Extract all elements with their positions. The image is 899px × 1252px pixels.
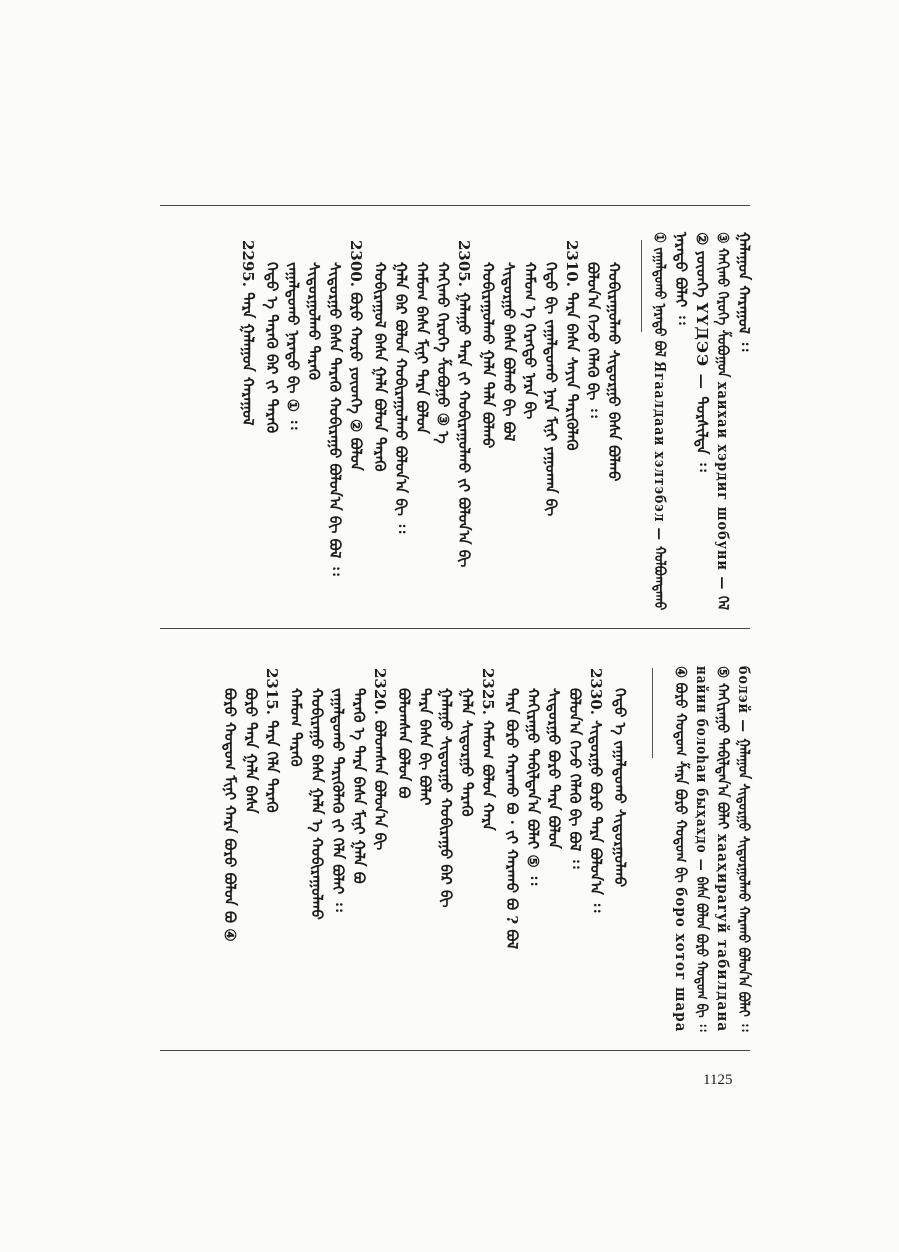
lower-verse-16: ᠬᠠᠮᠤᠭ ᠲᠡᠷᠡᠬᠦ — [287, 688, 305, 767]
lower-verse-5: ᠬᠠᠬᠢᠷᠠᠭᠤ ᠲᠠᠪᠢᠯᠳᠠᠨ᠎ᠠ ᠪᠣᠯᠠᠢ ⑤ ᠄᠄ — [524, 688, 542, 886]
upper-verse-1: ᠬᠣᠪᠢᠷᠠᠭᠤᠯᠬᠤ ᠰᠢᠳᠤᠷᠭᠤ ᠪᠠᠰᠠ ᠪᠣᠯᠬᠤ — [605, 262, 623, 482]
upper-verse-18: 2295. ᠲᠡᠷᠡ ᠭᠠᠯᠠᠭᠤᠨ ᠬᠠᠷᠠᠭᠤᠯ — [239, 240, 257, 426]
lower-verse-12: 2320. ᠪᠣᠯᠣᠭᠰᠠᠨ ᠪᠣᠯᠤᠨ᠎ᠠ ᠪᠢ — [371, 668, 389, 851]
upper-verse-3: 2310. ᠲᠡᠷᠡ ᠪᠠᠰᠠ ᠰᠠᠶᠢᠨ ᠲᠡᠷᠢᠭᠦᠯᠡᠬᠦ — [563, 240, 581, 451]
upper-footnote-1: ᠭᠠᠯᠠᠭᠤᠨ ᠬᠠᠷᠠᠭᠤᠯ ᠄᠄ — [735, 232, 753, 352]
upper-footnote-3: ② ᠶᠦᠳᠬᠡ YYДЭЭ — ᠲᠤᠷᠰᠢᠯᠲᠠ ᠄᠄ — [693, 232, 711, 472]
upper-verse-4: ᠬᠡᠳᠦ ᠪᠢ ᠵᠠᠭᠠᠯᠳᠤᠬᠤ ᠨᠡᠷᠡ ᠮᠢᠨᠢ ᠶᠠᠭᠤᠬᠠᠨ ᠪᠢ — [542, 262, 560, 517]
upper-verse-10: ᠬᠠᠮᠤᠭ ᠪᠠᠰᠠ ᠮᠢᠨᠢ ᠲᠡᠷᠡ ᠪᠣᠯᠤᠨ — [413, 262, 431, 434]
upper-verse-9: ᠬᠠᠬᠢᠬᠤ ᠬᠡᠷᠦᠭᠡ ᠱᠣᠪᠣᠭᠤ ③ ᠡ — [434, 262, 452, 444]
upper-verse-12: ᠬᠣᠪᠢᠷᠠᠭᠤᠯ ᠪᠠᠰᠠ ᠭᠠᠯᠠ ᠪᠣᠯᠤᠨ ᠲᠡᠷᠡᠬᠦ — [371, 262, 389, 472]
lower-panel — [0, 628, 899, 1050]
lower-verse-1: ᠬᠡᠳᠦ ᠡ ᠵᠠᠭᠠᠯᠳᠤᠬᠤ ᠰᠢᠳᠤᠷᠭᠤᠯᠬᠤ — [611, 688, 629, 888]
upper-verse-16: ᠵᠠᠭᠠᠯᠳᠤᠬᠤ ᠨᠡᠷᠡᠲᠦ ᠪᠢ ① ᠄᠄ — [284, 262, 302, 430]
upper-verse-2: ᠪᠣᠯᠤᠨ᠎ᠠ ᠭᠡᠵᠦ ᠬᠡᠯᠡᠬᠦ ᠪᠢ ᠄᠄ — [584, 262, 602, 418]
lower-verse-2: 2330. ᠰᠢᠳᠤᠷᠭᠤ ᠪᠣᠷᠣ ᠲᠡᠷᠡ ᠪᠣᠯᠤᠨ᠎ᠠ ᠄᠄ — [587, 668, 605, 913]
upper-footnote-2: ③ ᠬᠠᠬᠢᠬᠤ ᠬᠡᠷᠦᠭᠡ ᠱᠣᠪᠣᠭᠤᠨ xaихаи хэрдиг шобуни — ᠬᠡᠯ — [714, 232, 732, 610]
lower-footnote-separator — [652, 668, 653, 758]
lower-verse-4: ᠰᠢᠳᠤᠷᠭᠤ ᠪᠣᠷᠣ ᠲᠡᠷᠡ ᠪᠣᠯᠤᠨ — [545, 688, 563, 849]
upper-verse-5: ᠬᠠᠮᠤᠭ ᠡ ᠬᠡᠷᠡᠭᠲᠦ ᠨᠡᠷᠡ ᠪᠢ — [521, 262, 539, 420]
lower-verse-17: 2315. ᠲᠡᠷᠡ ᠬᠡᠯᠡ ᠲᠡᠷᠡᠬᠦ — [263, 668, 281, 813]
lower-verse-8: ᠭᠠᠯᠠ ᠰᠢᠳᠤᠷᠭᠤ ᠲᠡᠷᠡᠬᠦ — [458, 688, 476, 817]
upper-footnote-5: ① ᠵᠠᠭᠠᠯᠳᠤᠬᠤ ᠨᠡᠷᠡᠲᠦ ᠪᠣᠯ Ягаалдааи хэлтэбэл — ᠬᠣᠯᠪᠣᠭᠳᠠᠬᠤ — [651, 232, 669, 611]
page-number: 1125 — [703, 1072, 733, 1088]
lower-verse-15: ᠬᠣᠪᠢᠷᠠᠭᠤ ᠪᠠᠰᠠ ᠭᠠᠯᠠ ᠡ ᠬᠣᠪᠢᠷᠠᠭᠤᠯᠬᠤ — [308, 688, 326, 920]
upper-verse-11: ᠭᠠᠯᠠ ᠪᠠᠷ ᠪᠣᠯᠤᠨ ᠬᠣᠪᠢᠷᠠᠭᠤᠯᠬᠤ ᠪᠣᠯᠤᠨ᠎ᠠ ᠪᠢ ᠄᠄ — [392, 262, 410, 534]
lower-verse-3: ᠪᠣᠯᠤᠨ᠎ᠠ ᠭᠡᠵᠦ ᠬᠡᠯᠡᠬᠦ ᠪᠢ ᠪᠣᠯ ᠄᠄ — [566, 688, 584, 869]
upper-verse-8: 2305. ᠭᠠᠯᠠᠭᠤ ᠲᠡᠷᠡ ᠵᠢ ᠬᠣᠪᠢᠷᠠᠭᠤᠯᠬᠤ ᠵᠢ ᠪᠣᠯᠤᠨ᠎ᠠ ᠪᠢ — [455, 240, 473, 568]
lower-footnote-4: ④ ᠪᠣᠷᠣ ᠬᠣᠲᠣᠭ ᠱᠠᠷᠠ ᠪᠣᠷᠣ ᠬᠣᠲᠣᠭ ᠪᠢ боро хотог шара — [672, 666, 690, 1033]
upper-verse-17: ᠬᠡᠳᠦ ᠡ ᠲᠡᠷᠡᠬᠦ ᠪᠠᠷ ᠵᠢ ᠲᠡᠷᠡᠬᠦ — [263, 262, 281, 434]
lower-verse-6: ᠲᠡᠷᠡ ᠪᠣᠷᠣ ᠬᠠᠷᠠᠬᠤ ᠪᠣ · ᠵᠢ ᠬᠠᠷᠠᠬᠤ ᠪᠣ ? ᠪᠣᠯ — [503, 688, 521, 950]
lower-verse-18: ᠪᠣᠷᠣ ᠲᠡᠷᠡ ᠭᠠᠯᠠ ᠪᠠᠰᠠ — [242, 688, 260, 814]
lower-verse-13: ᠲᠡᠷᠡᠬᠦ ᠡ ᠲᠡᠷᠡ ᠪᠠᠰᠠ ᠮᠢᠨᠢ ᠭᠠᠯᠠ ᠪᠣ — [350, 688, 368, 884]
upper-footnote-4: ᠨᠡᠷᠡᠲᠦ ᠪᠣᠯᠠᠢ ᠄᠄ — [672, 232, 690, 325]
bottom-rule — [160, 1050, 750, 1051]
lower-verse-19: ᠪᠣᠷᠣ ᠬᠣᠲᠣᠭ ᠮᠢᠨᠢ ᠬᠠᠷᠠ ᠪᠣᠷᠣ ᠪᠣᠯᠤᠨ ᠪᠣ ④ — [221, 688, 239, 942]
upper-verse-7: ᠬᠣᠪᠢᠷᠠᠭᠤᠯᠬᠤ ᠭᠠᠯᠠ ᠲᠠᠯᠠ ᠪᠣᠯᠬᠤ — [479, 262, 497, 449]
lower-verse-7: 2325. ᠬᠠᠮᠤᠭ ᠪᠣᠯᠤᠨ ᠬᠠᠷᠠ — [479, 668, 497, 831]
lower-verse-14: ᠵᠠᠭᠠᠯᠳᠤᠬᠤ ᠲᠡᠷᠢᠭᠦᠯᠡᠬᠦ ᠵᠢ ᠬᠡᠯᠡ ᠪᠣᠯᠠᠢ ᠄᠄ — [329, 688, 347, 912]
upper-verse-13: 2300. ᠪᠣᠷᠣ ᠬᠤᠷᠤ ᠶᠦᠳᠬᠡ ② ᠪᠣᠯᠤᠨ — [347, 240, 365, 471]
lower-footnote-2: ⑤ ᠬᠠᠬᠢᠷᠠᠭᠤ ᠲᠠᠪᠢᠯᠳᠠᠨ᠎ᠠ ᠪᠣᠯᠠᠢ хааҳираrуй табилдана — [714, 666, 732, 1033]
lower-verse-11: ᠪᠣᠯᠣᠭᠰᠠᠨ ᠪᠣᠯᠤᠨ ᠪᠣ — [395, 688, 413, 799]
lower-verse-9: ᠭᠠᠯᠠᠭᠤ ᠰᠢᠳᠤᠷᠭᠤ ᠬᠣᠪᠢᠷᠠᠭᠤ ᠪᠠᠷ ᠪᠢ — [437, 688, 455, 908]
lower-footnote-1: болэй — ᠭᠠᠯᠠᠭᠤᠨ ᠰᠢᠳᠤᠷᠭᠤ ᠰᠢᠳᠤᠷᠭᠤᠯᠬᠤ ᠬᠠᠷᠠᠬᠤ ᠪᠣᠯᠤᠨ᠎ᠠ ᠪᠣᠯᠠᠢ ᠄᠄ — [735, 666, 753, 1032]
upper-footnote-separator — [641, 240, 642, 332]
upper-verse-6: ᠰᠢᠳᠤᠷᠭᠤ ᠪᠠᠰᠠ ᠪᠣᠯᠬᠤ ᠪᠢ ᠪᠣᠯ — [500, 262, 518, 442]
lower-verse-10: ᠲᠡᠷᠡ ᠪᠠᠰᠠ ᠪᠢ ᠪᠣᠯᠠᠢ — [416, 688, 434, 806]
upper-verse-15: ᠰᠢᠳᠤᠷᠭᠤᠯᠬᠤ ᠲᠡᠷᠡᠬᠦ — [305, 262, 323, 380]
upper-verse-14: ᠰᠢᠳᠤᠷᠭᠤ ᠪᠠᠰᠠ ᠲᠡᠷᠡᠬᠦ ᠬᠣᠪᠢᠷᠠᠭᠤ ᠪᠣᠯᠤᠨ᠎ᠠ ᠪᠢ ᠪᠣᠯ ᠄᠄ — [326, 262, 344, 576]
lower-footnote-3: найин болоhаи быҳахдо — ᠪᠠᠰᠠ ᠪᠣᠯᠤᠨ ᠪᠣᠷᠣ ᠬᠣᠲᠣᠭ ᠪᠢ ᠄᠄ — [693, 666, 711, 1032]
